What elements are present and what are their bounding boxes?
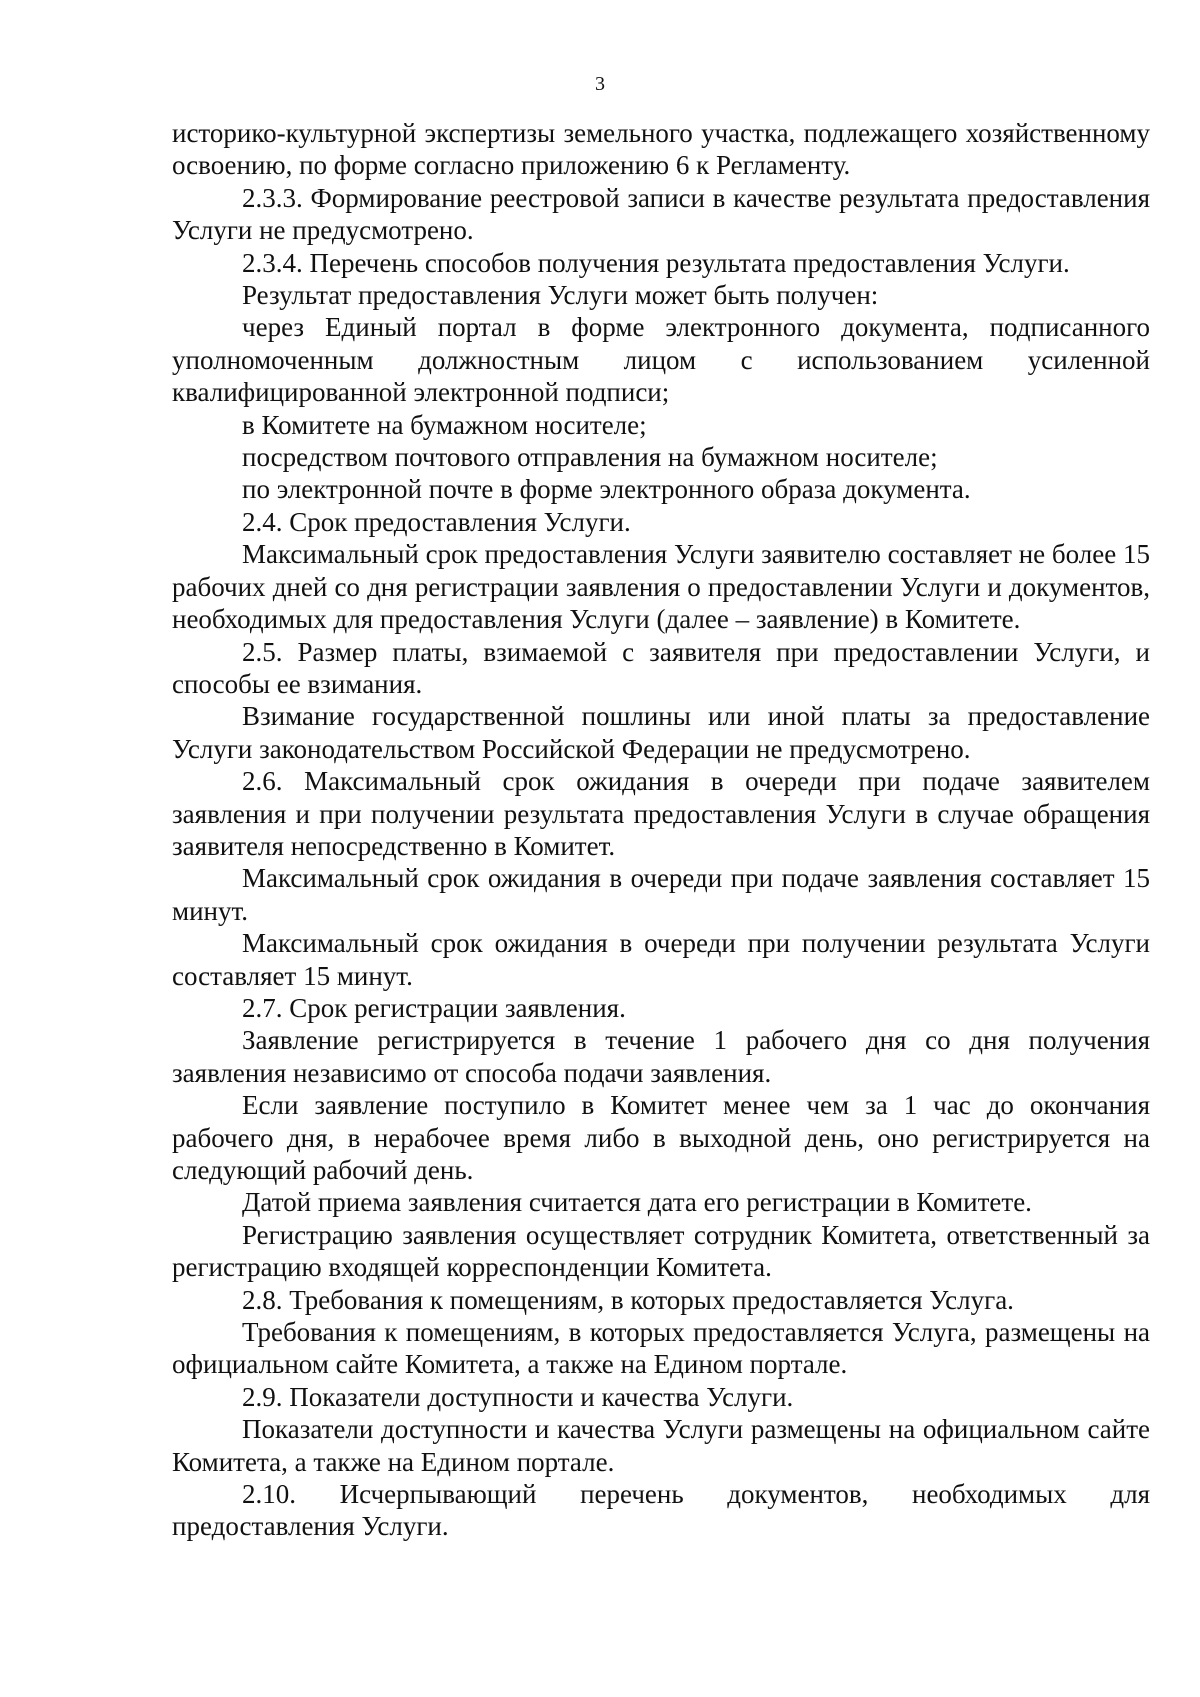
paragraph: в Комитете на бумажном носителе;	[242, 409, 647, 440]
paragraph: посредством почтового отправления на бумажном носителе;	[242, 442, 938, 473]
paragraph: историко-культурной экспертизы земельного участка, подлежащего хозяйственному освоению, по форме согласно приложению 6 к Регламенту.	[172, 118, 1150, 181]
paragraph: Если заявление поступило в Комитет менее чем за 1 час до окончания рабочего дня, в нерабочее время либо в выходной день, оно регистрируется на следующий рабочий день.	[172, 1090, 1150, 1185]
section-heading: 2.10. Исчерпывающий перечень документов, необходимых для предоставления Услуги.	[172, 1479, 1150, 1542]
paragraph: Максимальный срок ожидания в очереди при получении результата Услуги составляет 15 минут.	[172, 928, 1150, 991]
paragraph: Взимание государственной пошлины или иной платы за предоставление Услуги законодательством Российской Федерации не предусмотрено.	[172, 701, 1150, 764]
section-heading: 2.9. Показатели доступности и качества Услуги.	[242, 1381, 794, 1412]
paragraph: 2.3.4. Перечень способов получения результата предоставления Услуги.	[242, 247, 1070, 278]
section-heading: 2.5. Размер платы, взимаемой с заявителя при предоставлении Услуги, и способы ее взимания.	[172, 636, 1150, 699]
paragraph: Максимальный срок ожидания в очереди при подаче заявления составляет 15 минут.	[172, 863, 1150, 926]
page-number: 3	[595, 73, 605, 95]
paragraph: 2.3.3. Формирование реестровой записи в качестве результата предоставления Услуги не предусмотрено.	[172, 182, 1150, 246]
paragraph: Показатели доступности и качества Услуги размещены на официальном сайте Комитета, а также на Едином портале.	[172, 1414, 1150, 1477]
paragraph: Заявление регистрируется в течение 1 рабочего дня со дня получения заявления независимо от способа подачи заявления.	[172, 1025, 1150, 1088]
paragraph: Датой приема заявления считается дата его регистрации в Комитете.	[242, 1187, 1032, 1218]
section-heading: 2.7. Срок регистрации заявления.	[242, 992, 626, 1023]
section-heading: 2.4. Срок предоставления Услуги.	[242, 506, 631, 537]
paragraph: Максимальный срок предоставления Услуги заявителю составляет не более 15 рабочих дней со дня регистрации заявления о предоставлении Услуги и документов, необходимых для предоставления Услуги (далее – заявление) в Комитете.	[172, 539, 1150, 635]
section-heading: 2.6. Максимальный срок ожидания в очереди при подаче заявителем заявления и при получении результата предоставления Услуги в случае обращения заявителя непосредственно в Комитет.	[172, 766, 1150, 861]
section-heading: 2.8. Требования к помещениям, в которых предоставляется Услуга.	[242, 1284, 1014, 1315]
paragraph: по электронной почте в форме электронного образа документа.	[242, 474, 971, 505]
paragraph: Регистрацию заявления осуществляет сотрудник Комитета, ответственный за регистрацию входящей корреспонденции Комитета.	[172, 1219, 1150, 1283]
paragraph: Требования к помещениям, в которых предоставляется Услуга, размещены на официальном сайте Комитета, а также на Едином портале.	[172, 1317, 1150, 1380]
paragraph: через Единый портал в форме электронного документа, подписанного уполномоченным должностным лицом с использованием усиленной квалифицированной электронной подписи;	[172, 312, 1150, 408]
paragraph: Результат предоставления Услуги может быть получен:	[242, 280, 879, 311]
document-body	[172, 117, 1150, 1543]
